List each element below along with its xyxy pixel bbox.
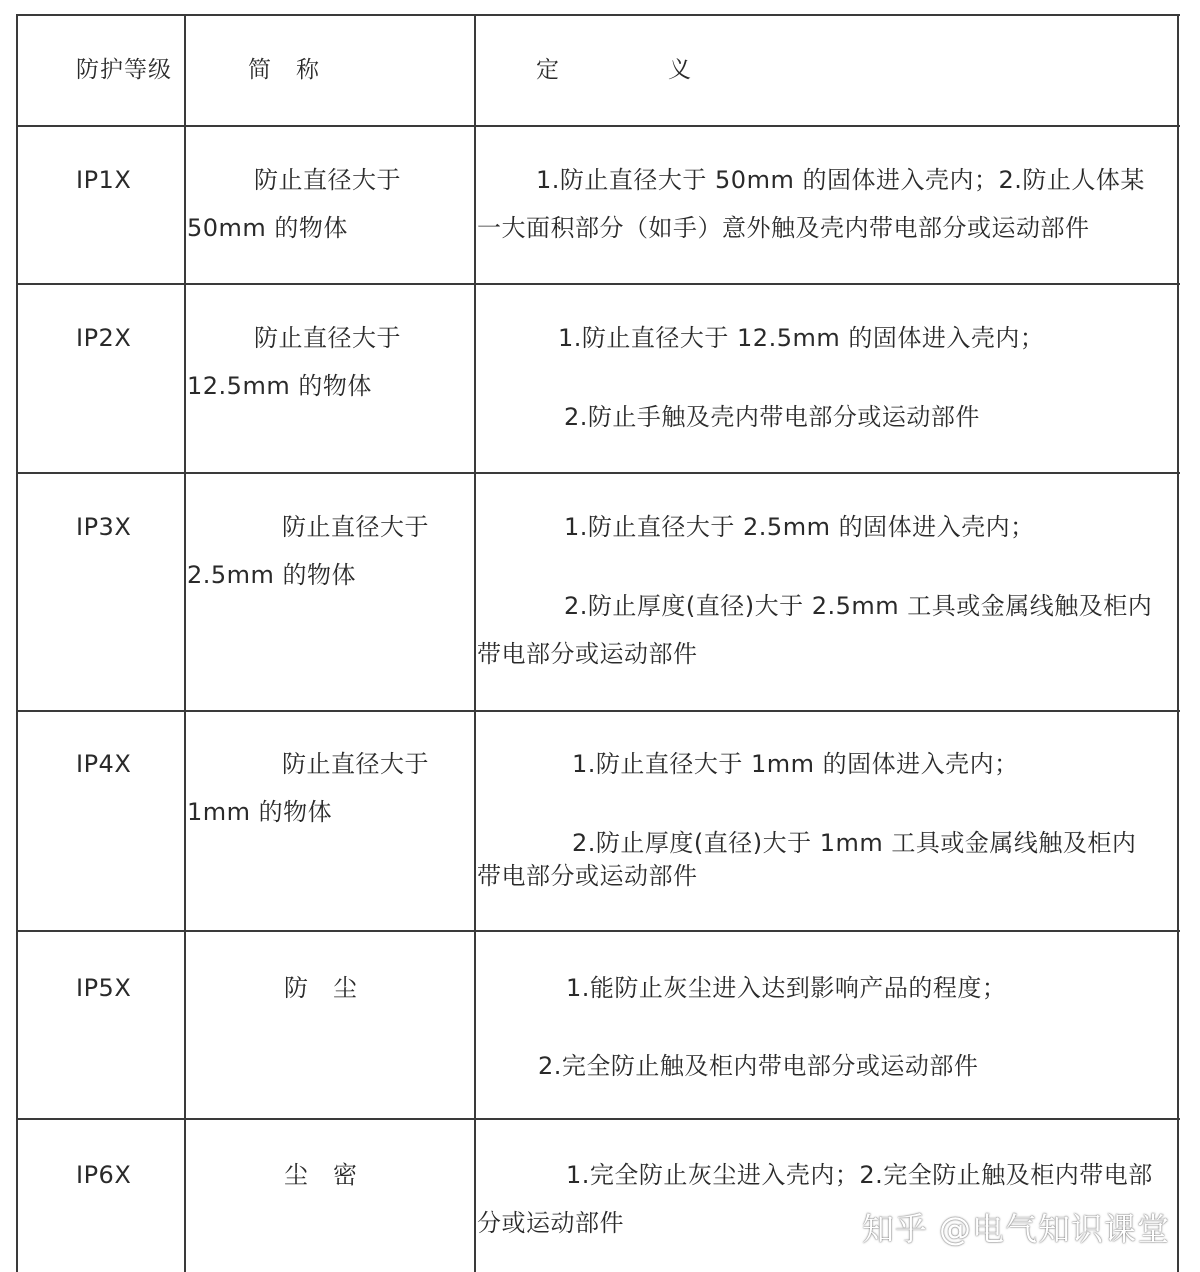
row-definition: 2.防止手触及壳内带电部分或运动部件 bbox=[564, 403, 980, 431]
row-divider bbox=[16, 710, 1180, 712]
header-short-name: 简 称 bbox=[248, 57, 320, 83]
row-definition: 一大面积部分（如手）意外触及壳内带电部分或运动部件 bbox=[477, 214, 1090, 242]
row-definition: 带电部分或运动部件 bbox=[477, 862, 698, 890]
row-definition: 1.防止直径大于 50mm 的固体进入壳内；2.防止人体某 bbox=[536, 166, 1145, 194]
watermark: 知乎 @电气知识课堂 bbox=[861, 1210, 1170, 1248]
row-short-name: 防 尘 bbox=[284, 974, 358, 1002]
table-border-left bbox=[16, 14, 18, 1272]
row-level: IP3X bbox=[76, 513, 132, 541]
column-divider bbox=[184, 14, 186, 1272]
column-divider bbox=[474, 14, 476, 1272]
row-definition: 2.防止厚度(直径)大于 2.5mm 工具或金属线触及柜内 bbox=[564, 592, 1153, 620]
row-definition: 分或运动部件 bbox=[477, 1209, 624, 1237]
row-definition: 1.防止直径大于 1mm 的固体进入壳内； bbox=[572, 750, 1019, 778]
row-divider bbox=[16, 125, 1180, 127]
row-definition: 1.防止直径大于 2.5mm 的固体进入壳内； bbox=[564, 513, 1035, 541]
table-border-right bbox=[1177, 14, 1179, 1272]
row-divider bbox=[16, 283, 1180, 285]
row-level: IP2X bbox=[76, 324, 132, 352]
header-definition-left: 定 bbox=[536, 57, 560, 83]
row-short-name: 50mm 的物体 bbox=[187, 214, 348, 242]
row-level: IP1X bbox=[76, 166, 132, 194]
row-short-name: 防止直径大于 bbox=[254, 166, 401, 194]
header-level: 防护等级 bbox=[76, 57, 172, 83]
row-short-name: 防止直径大于 bbox=[282, 513, 429, 541]
row-short-name: 防止直径大于 bbox=[282, 750, 429, 778]
row-definition: 带电部分或运动部件 bbox=[477, 640, 698, 668]
row-short-name: 12.5mm 的物体 bbox=[187, 372, 372, 400]
row-divider bbox=[16, 472, 1180, 474]
row-divider bbox=[16, 930, 1180, 932]
row-short-name: 1mm 的物体 bbox=[187, 798, 333, 826]
table-border-top bbox=[16, 14, 1180, 16]
row-definition: 2.防止厚度(直径)大于 1mm 工具或金属线触及柜内 bbox=[572, 829, 1137, 857]
row-definition: 1.防止直径大于 12.5mm 的固体进入壳内； bbox=[558, 324, 1045, 352]
row-level: IP4X bbox=[76, 750, 132, 778]
row-short-name: 尘 密 bbox=[284, 1161, 358, 1189]
row-level: IP6X bbox=[76, 1161, 132, 1189]
row-divider bbox=[16, 1118, 1180, 1120]
row-definition: 1.能防止灰尘进入达到影响产品的程度； bbox=[566, 974, 1007, 1002]
row-definition: 1.完全防止灰尘进入壳内；2.完全防止触及柜内带电部 bbox=[566, 1161, 1153, 1189]
row-definition: 2.完全防止触及柜内带电部分或运动部件 bbox=[538, 1052, 979, 1080]
row-short-name: 防止直径大于 bbox=[254, 324, 401, 352]
row-short-name: 2.5mm 的物体 bbox=[187, 561, 357, 589]
header-definition-right: 义 bbox=[668, 57, 692, 83]
row-level: IP5X bbox=[76, 974, 132, 1002]
